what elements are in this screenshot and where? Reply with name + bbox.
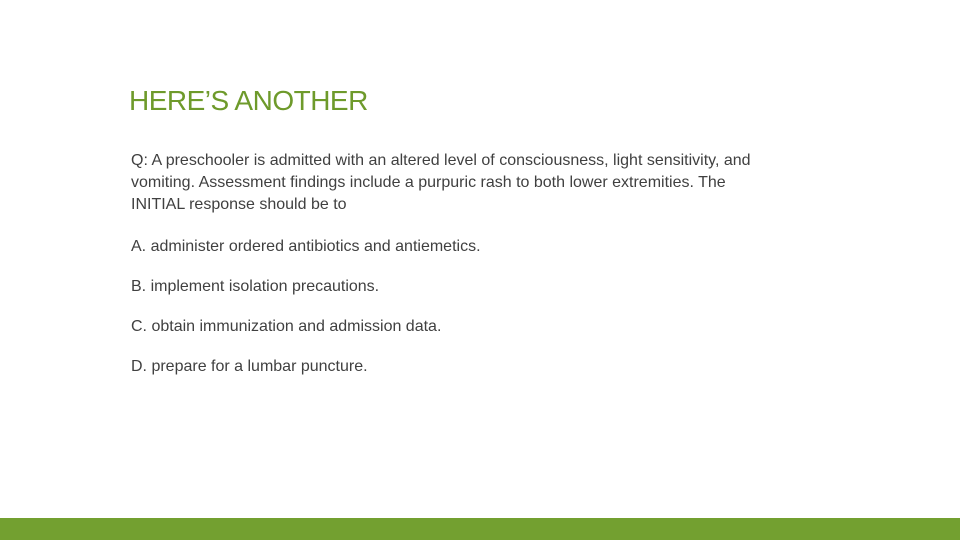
slide-title: HERE’S ANOTHER — [129, 85, 368, 116]
slide-body — [131, 150, 751, 378]
question-text: Q: A preschooler is admitted with an altered level of consciousness, light sensitivity, and vomiting. Assessment findings include a purpuric rash to both lower extremities. The INITIAL response should be to — [131, 152, 751, 213]
answer-option-a: A. administer ordered antibiotics and antiemetics. — [131, 238, 481, 255]
answer-option-c: C. obtain immunization and admission data. — [131, 318, 442, 335]
bottom-accent-bar — [0, 518, 960, 540]
answer-option-b: B. implement isolation precautions. — [131, 278, 380, 295]
answer-option-d: D. prepare for a lumbar puncture. — [131, 358, 368, 375]
